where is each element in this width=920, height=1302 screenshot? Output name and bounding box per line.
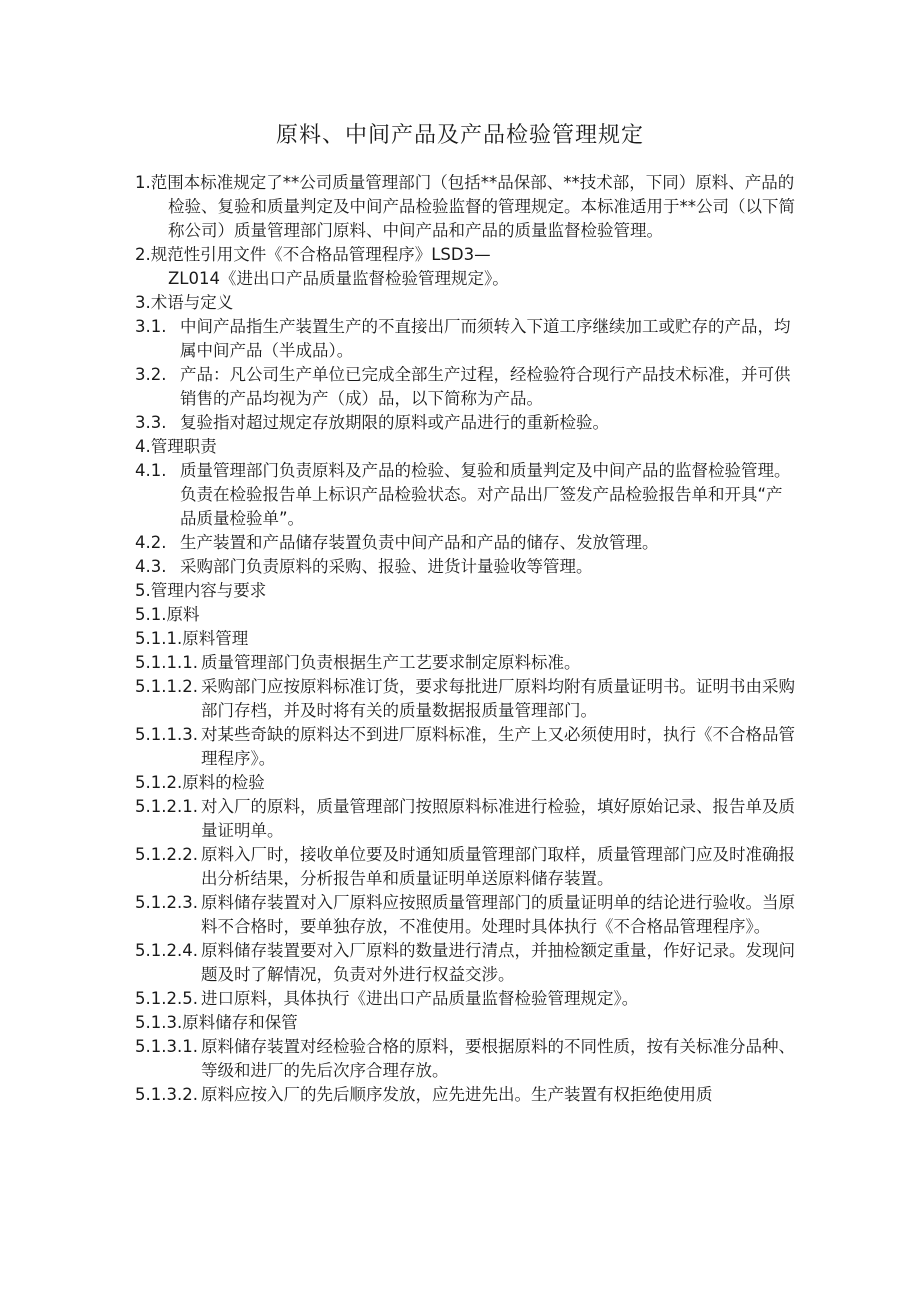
section-5-1-2-heading: 5.1.2.原料的检验 <box>135 773 265 792</box>
section-5-heading: 5.管理内容与要求 <box>135 581 267 600</box>
section-1-scope: 1.范围本标准规定了**公司质量管理部门（包括**品保部、**技术部，下同）原料、产品的检验、复验和质量判定及中间产品检验监督的管理规定。本标准适用于**公司（以下简称公司）质量管理部门原料、中间产品和产品的质量监督检验管理。 <box>135 173 795 240</box>
clause-number: 4.3. <box>135 557 167 576</box>
clause-text: 采购部门应按原料标准订货，要求每批进厂原料均附有质量证明书。证明书由采购部门存档，并及时将有关的质量数据报质量管理部门。 <box>201 677 795 720</box>
clause-3-1 <box>135 315 795 363</box>
clause-4-3 <box>135 555 795 579</box>
clause-5-1-2-1 <box>135 795 795 843</box>
clause-number: 5.1.3.2. <box>135 1085 198 1104</box>
section-2-references-line1: 2.规范性引用文件《不合格品管理程序》LSD3— <box>135 245 491 264</box>
clause-5-1-2-5 <box>135 987 795 1011</box>
clause-number: 5.1.2.1. <box>135 797 198 816</box>
section-4-heading: 4.管理职责 <box>135 437 217 456</box>
clause-text: 原料储存装置对入厂原料应按照质量管理部门的质量证明单的结论进行验收。当原料不合格时，要单独存放，不准使用。处理时具体执行《不合格品管理程序》。 <box>201 893 795 936</box>
clause-text: 质量管理部门负责根据生产工艺要求制定原料标准。 <box>201 653 581 672</box>
clause-number: 5.1.2.5. <box>135 989 198 1008</box>
clause-text: 中间产品指生产装置生产的不直接出厂而须转入下道工序继续加工或贮存的产品，均属中间产品（半成品）。 <box>180 317 791 360</box>
clause-text: 对某些奇缺的原料达不到进厂原料标准，生产上又必须使用时，执行《不合格品管理程序》。 <box>201 725 795 768</box>
clause-text: 采购部门负责原料的采购、报验、进货计量验收等管理。 <box>180 557 593 576</box>
clause-number: 4.1. <box>135 461 167 480</box>
clause-text: 生产装置和产品储存装置负责中间产品和产品的储存、发放管理。 <box>180 533 659 552</box>
clause-5-1-2-4 <box>135 939 795 987</box>
section-2-references-line2: ZL014《进出口产品质量监督检验管理规定》。 <box>168 269 509 288</box>
section-3-heading: 3.术语与定义 <box>135 293 234 312</box>
section-5-1-3-heading: 5.1.3.原料储存和保管 <box>135 1013 298 1032</box>
clause-number: 3.3. <box>135 413 167 432</box>
clause-number: 4.2. <box>135 533 167 552</box>
clause-text: 原料储存装置对经检验合格的原料，要根据原料的不同性质，按有关标准分品种、等级和进厂的先后次序合理存放。 <box>201 1037 795 1080</box>
clause-number: 5.1.2.2. <box>135 845 198 864</box>
clause-4-1 <box>135 459 795 531</box>
section-5-1-1-heading: 5.1.1.原料管理 <box>135 629 249 648</box>
clause-number: 3.2. <box>135 365 167 384</box>
clause-5-1-1-2 <box>135 675 795 723</box>
document-title: 原料、中间产品及产品检验管理规定 <box>275 123 644 148</box>
clause-5-1-2-3 <box>135 891 795 939</box>
clause-4-2 <box>135 531 795 555</box>
clause-5-1-2-2 <box>135 843 795 891</box>
clause-text: 原料储存装置要对入厂原料的数量进行清点，并抽检额定重量，作好记录。发现问题及时了解情况，负责对外进行权益交涉。 <box>201 941 795 984</box>
clause-text: 复验指对超过规定存放期限的原料或产品进行的重新检验。 <box>180 413 609 432</box>
document-body <box>135 171 795 1107</box>
clause-3-2 <box>135 363 795 411</box>
clause-text: 原料应按入厂的先后顺序发放，应先进先出。生产装置有权拒绝使用质 <box>201 1085 713 1104</box>
clause-number: 5.1.1.2. <box>135 677 198 696</box>
clause-text: 质量管理部门负责原料及产品的检验、复验和质量判定及中间产品的监督检验管理。负责在检验报告单上标识产品检验状态。对产品出厂签发产品检验报告单和开具“产品质量检验单”。 <box>180 461 791 528</box>
clause-number: 5.1.1.1. <box>135 653 198 672</box>
clause-5-1-1-3 <box>135 723 795 771</box>
clause-number: 5.1.2.4. <box>135 941 198 960</box>
clause-number: 5.1.2.3. <box>135 893 198 912</box>
clause-5-1-1-1 <box>135 651 795 675</box>
clause-number: 5.1.1.3. <box>135 725 198 744</box>
clause-text: 产品：凡公司生产单位已完成全部生产过程，经检验符合现行产品技术标准，并可供销售的产品均视为产（成）品，以下简称为产品。 <box>180 365 791 408</box>
section-5-1-heading: 5.1.原料 <box>135 605 200 624</box>
clause-number: 5.1.3.1. <box>135 1037 198 1056</box>
clause-text: 对入厂的原料，质量管理部门按照原料标准进行检验，填好原始记录、报告单及质量证明单。 <box>201 797 795 840</box>
clause-3-3 <box>135 411 795 435</box>
clause-5-1-3-2 <box>135 1083 795 1107</box>
clause-text: 原料入厂时，接收单位要及时通知质量管理部门取样，质量管理部门应及时准确报出分析结果，分析报告单和质量证明单送原料储存装置。 <box>201 845 795 888</box>
clause-number: 3.1. <box>135 317 167 336</box>
clause-text: 进口原料，具体执行《进出口产品质量监督检验管理规定》。 <box>201 989 639 1008</box>
clause-5-1-3-1 <box>135 1035 795 1083</box>
